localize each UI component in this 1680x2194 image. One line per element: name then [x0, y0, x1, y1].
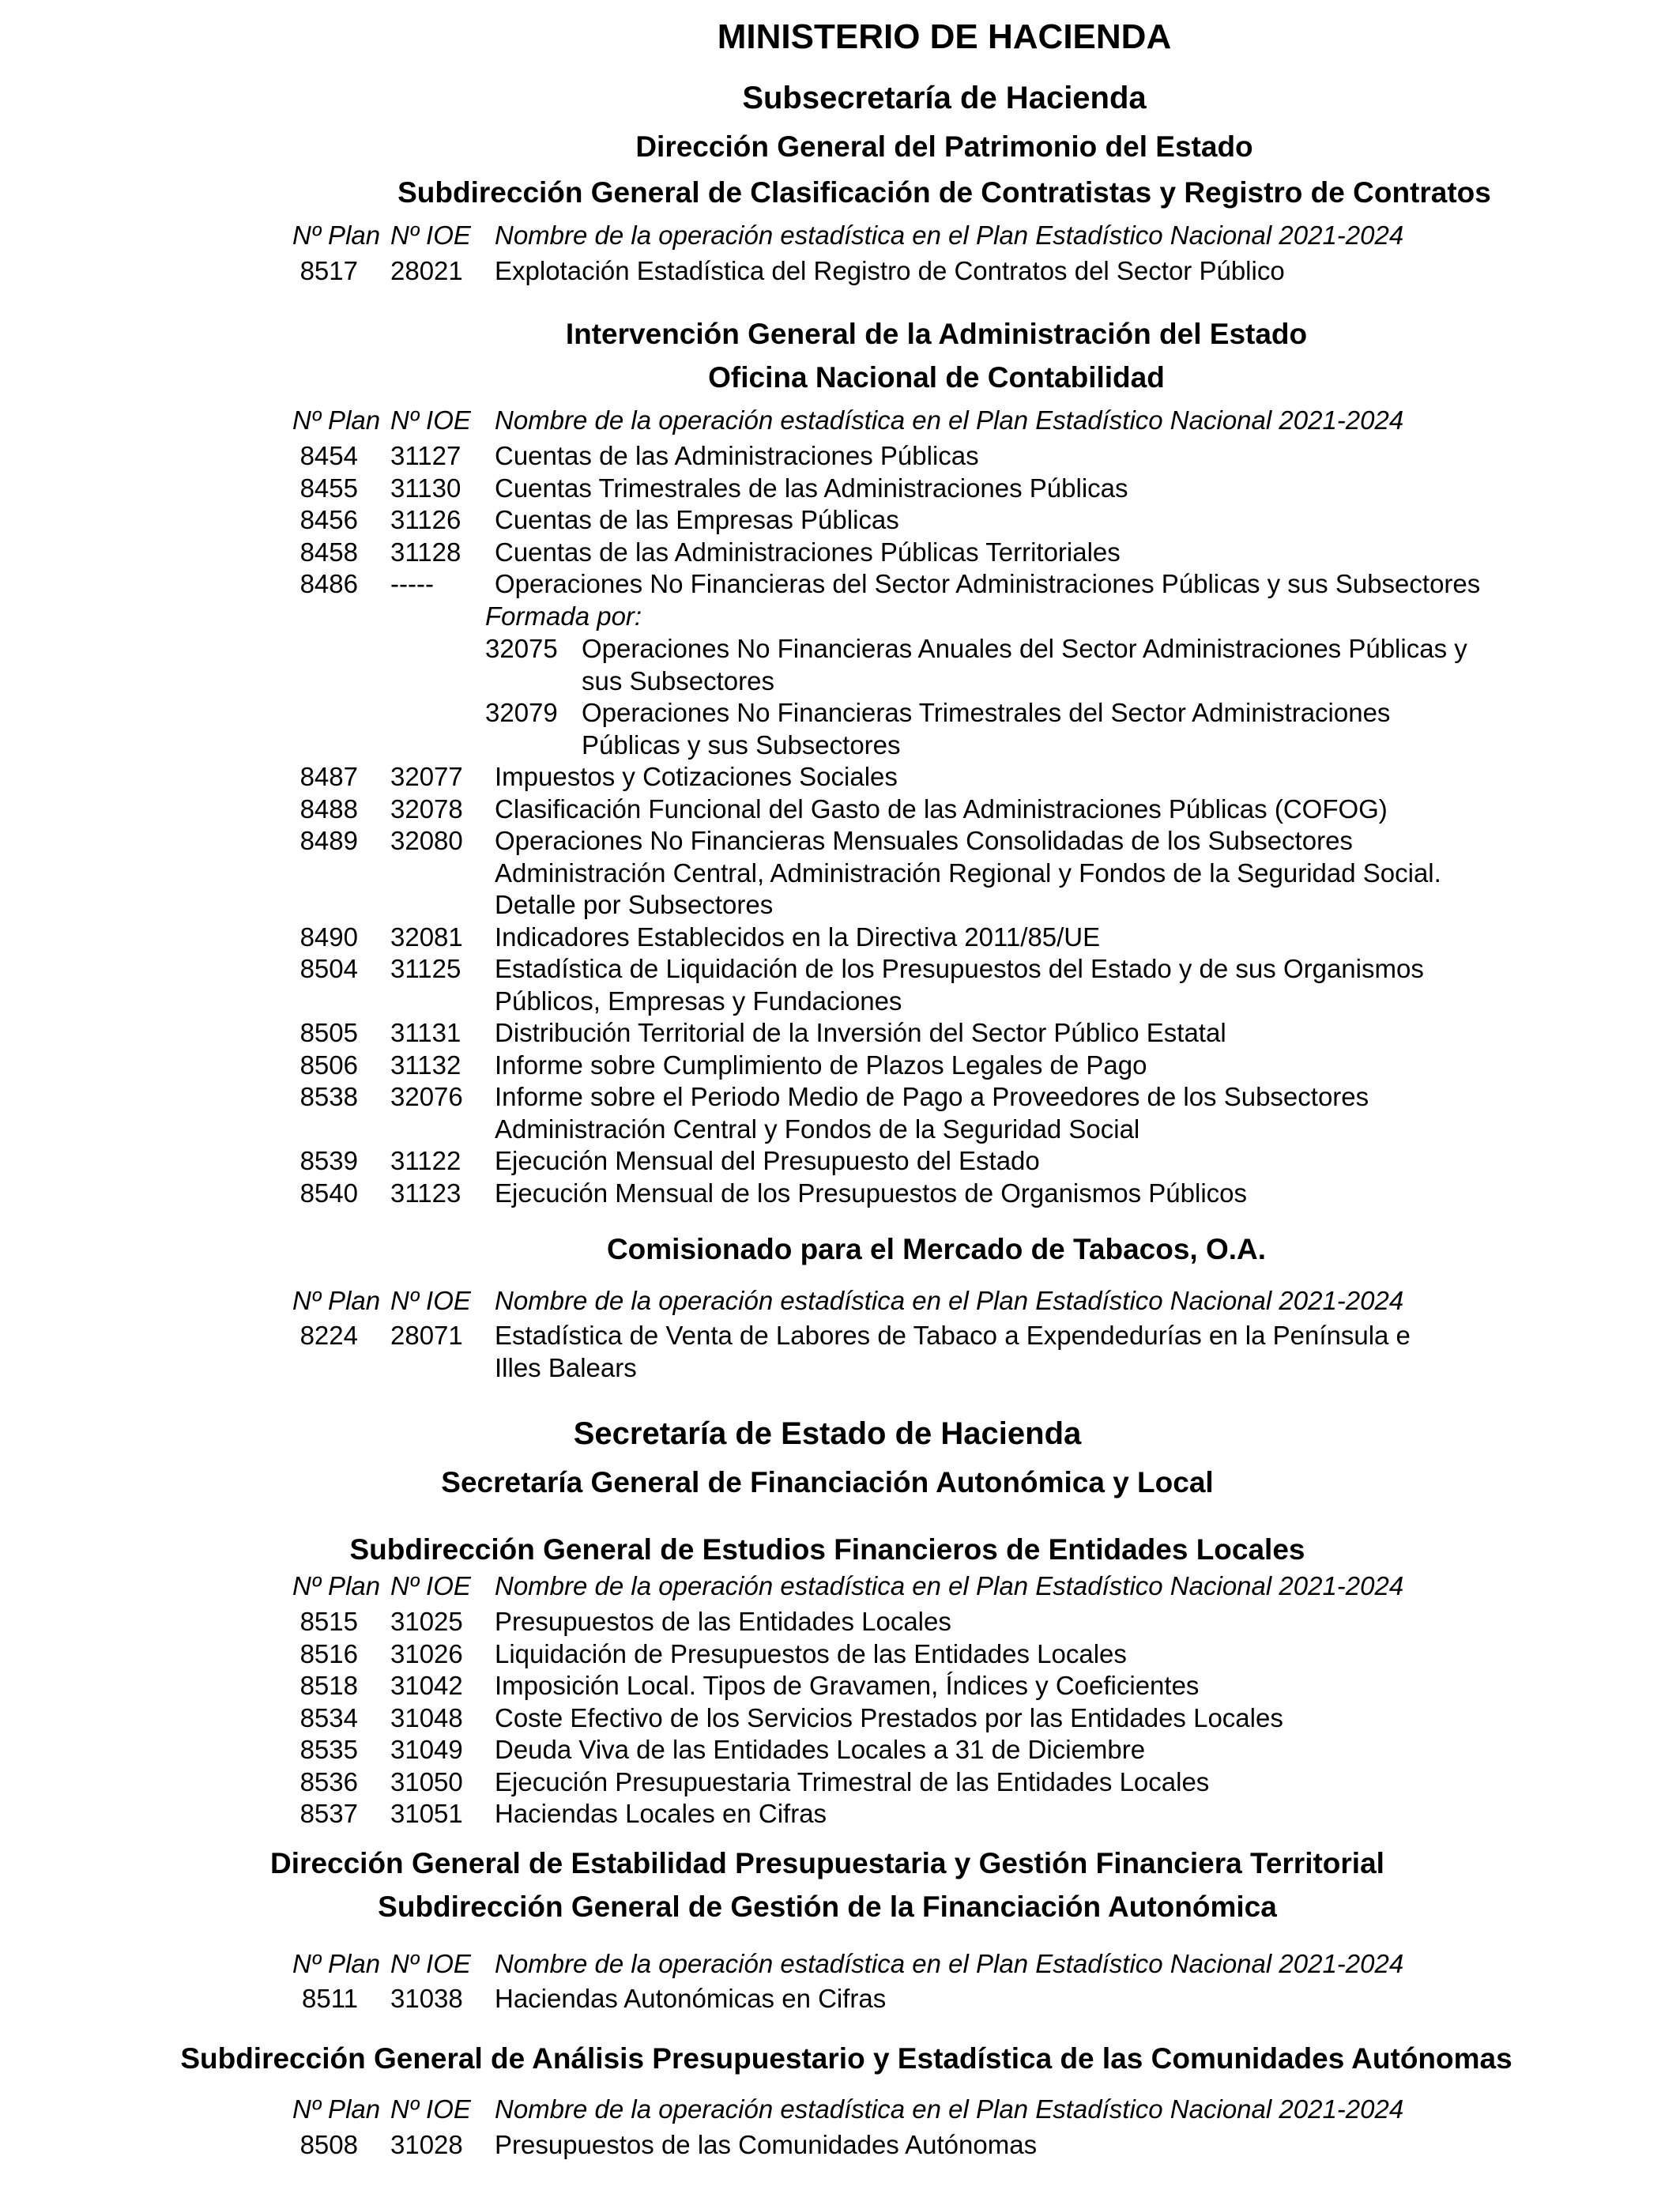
operation-name: Ejecución Mensual de los Presupuestos de Organismos Públicos	[495, 1178, 1248, 1208]
plan-number: 8458	[299, 537, 358, 567]
component-operation-name: Operaciones No Financieras Anuales del Sector Administraciones Públicas y	[582, 634, 1467, 663]
plan-number: 8539	[299, 1146, 358, 1175]
operation-name: Ejecución Mensual del Presupuesto del Estado	[495, 1146, 1040, 1175]
plan-number: 8489	[299, 826, 358, 855]
component-operation-name: sus Subsectores	[582, 665, 774, 696]
table-row	[0, 504, 1680, 536]
column-header-ioe: Nº IOE	[390, 1571, 471, 1600]
ioe-number: -----	[390, 569, 434, 598]
plan-number: 8540	[299, 1178, 358, 1208]
table-row	[0, 761, 1680, 793]
column-header-plan: Nº Plan	[292, 1949, 381, 1978]
table-header-row	[0, 2094, 1680, 2125]
ioe-number: 31127	[390, 441, 461, 470]
operation-name: Coste Efectivo de los Servicios Prestados por las Entidades Locales	[495, 1702, 1283, 1732]
operation-name: Indicadores Establecidos en la Directiva 2011/85/UE	[495, 922, 1101, 952]
column-header-name: Nombre de la operación estadística en el Plan Estadístico Nacional 2021-2024	[495, 221, 1404, 250]
table-row	[0, 889, 1680, 921]
plan-number: 8455	[299, 473, 358, 503]
table-row	[0, 1734, 1680, 1766]
operation-name: Cuentas de las Empresas Públicas	[495, 505, 899, 534]
operation-name: Operaciones No Financieras Mensuales Consolidadas de los Subsectores	[495, 826, 1353, 855]
table-row	[0, 794, 1680, 825]
operation-name: Liquidación de Presupuestos de las Entidades Locales	[495, 1638, 1127, 1668]
table-row	[0, 986, 1680, 1017]
operation-name: Administración Central, Administración Regional y Fondos de la Seguridad Social.	[495, 858, 1441, 888]
operation-name: Públicos, Empresas y Fundaciones	[495, 986, 902, 1016]
component-row	[0, 729, 1680, 761]
plan-number: 8486	[299, 569, 358, 598]
operation-name: Haciendas Autonómicas en Cifras	[495, 1984, 887, 2013]
table-row	[0, 1798, 1680, 1830]
column-header-plan: Nº Plan	[292, 221, 381, 250]
operation-name: Informe sobre Cumplimiento de Plazos Legales de Pago	[495, 1050, 1147, 1080]
ioe-number: 28021	[390, 256, 463, 285]
formada-por-label: Formada por:	[485, 601, 642, 631]
plan-number: 8508	[299, 2130, 358, 2159]
ioe-number: 31131	[390, 1018, 461, 1047]
plan-number: 8518	[299, 1671, 358, 1700]
table-row	[0, 1081, 1680, 1113]
column-header-name: Nombre de la operación estadística en el Plan Estadístico Nacional 2021-2024	[495, 405, 1404, 435]
operation-name: Informe sobre el Periodo Medio de Pago a Proveedores de los Subsectores	[495, 1082, 1369, 1111]
section-heading: Secretaría General de Financiación Autonómica y Local	[441, 1466, 1214, 1498]
plan-number: 8516	[299, 1638, 358, 1668]
component-ioe-number: 32079	[485, 698, 558, 727]
component-ioe-number: 32075	[485, 634, 558, 663]
table-row	[0, 1983, 1680, 2015]
table-row	[0, 1017, 1680, 1049]
plan-number: 8487	[299, 762, 358, 791]
ioe-number: 31132	[390, 1050, 461, 1080]
component-operation-name: Públicas y sus Subsectores	[582, 729, 901, 760]
plan-number: 8454	[299, 441, 358, 470]
ioe-number: 31028	[390, 2130, 463, 2159]
column-header-plan: Nº Plan	[292, 1571, 381, 1600]
table-row	[0, 1670, 1680, 1702]
operation-name: Estadística de Venta de Labores de Tabaco a Expendedurías en la Península e	[495, 1321, 1411, 1350]
section-heading: Dirección General del Patrimonio del Estado	[635, 130, 1253, 163]
table-row	[0, 255, 1680, 287]
operation-name: Haciendas Locales en Cifras	[495, 1799, 827, 1828]
ioe-number: 28071	[390, 1321, 463, 1350]
column-header-name: Nombre de la operación estadística en el Plan Estadístico Nacional 2021-2024	[495, 1286, 1404, 1315]
operation-name: Presupuestos de las Comunidades Autónomas	[495, 2130, 1038, 2159]
component-operation-name: Operaciones No Financieras Trimestrales del Sector Administraciones	[582, 698, 1391, 727]
column-header-plan: Nº Plan	[292, 405, 381, 435]
section-heading: Subdirección General de Estudios Financieros de Entidades Locales	[349, 1533, 1305, 1566]
ioe-number: 32078	[390, 794, 463, 824]
table-row	[0, 858, 1680, 889]
operation-name: Estadística de Liquidación de los Presupuestos del Estado y de sus Organismos	[495, 954, 1424, 983]
table-row	[0, 1702, 1680, 1734]
plan-number: 8505	[299, 1018, 358, 1047]
operation-name: Deuda Viva de las Entidades Locales a 31 de Diciembre	[495, 1735, 1146, 1764]
operation-name: Cuentas de las Administraciones Públicas	[495, 441, 979, 470]
table-header-row	[0, 1570, 1680, 1602]
ioe-number: 31126	[390, 505, 461, 534]
plan-number: 8506	[299, 1050, 358, 1080]
table-row	[0, 568, 1680, 600]
column-header-ioe: Nº IOE	[390, 2094, 471, 2124]
operation-name: Operaciones No Financieras del Sector Administraciones Públicas y sus Subsectores	[495, 569, 1481, 598]
section-heading: Subdirección General de Análisis Presupuestario y Estadística de las Comunidades Autónomas	[180, 2042, 1512, 2075]
plan-number: 8504	[299, 954, 358, 983]
column-header-name: Nombre de la operación estadística en el Plan Estadístico Nacional 2021-2024	[495, 1949, 1404, 1978]
section-heading: Dirección General de Estabilidad Presupuestaria y Gestión Financiera Territorial	[270, 1847, 1384, 1879]
table-row	[0, 2129, 1680, 2161]
ioe-number: 31123	[390, 1178, 461, 1208]
section-heading: Subdirección General de Clasificación de Contratistas y Registro de Contratos	[397, 176, 1491, 209]
table-header-row	[0, 1948, 1680, 1980]
operation-name: Imposición Local. Tipos de Gravamen, Índices y Coeficientes	[495, 1671, 1200, 1700]
ioe-number: 32081	[390, 922, 463, 952]
ioe-number: 31025	[390, 1607, 463, 1636]
section-heading: Intervención General de la Administración del Estado	[565, 318, 1308, 350]
column-header-ioe: Nº IOE	[390, 1949, 471, 1978]
ioe-number: 31050	[390, 1766, 463, 1796]
table-row	[0, 1320, 1680, 1351]
operation-name: Cuentas Trimestrales de las Administraciones Públicas	[495, 473, 1128, 503]
ioe-number: 31051	[390, 1799, 463, 1828]
table-header-row	[0, 220, 1680, 251]
table-row	[0, 1766, 1680, 1798]
plan-number: 8537	[299, 1799, 358, 1828]
ioe-number: 32076	[390, 1082, 463, 1111]
table-row	[0, 1638, 1680, 1670]
table-row	[0, 440, 1680, 472]
column-header-name: Nombre de la operación estadística en el Plan Estadístico Nacional 2021-2024	[495, 2094, 1404, 2124]
ioe-number: 32080	[390, 826, 463, 855]
section-heading: Secretaría de Estado de Hacienda	[573, 1416, 1082, 1451]
table-row	[0, 1114, 1680, 1145]
table-row	[0, 473, 1680, 504]
section-heading: Oficina Nacional de Contabilidad	[708, 361, 1165, 394]
table-row	[0, 1178, 1680, 1209]
operation-name: Detalle por Subsectores	[495, 890, 774, 919]
plan-number: 8456	[299, 505, 358, 534]
table-row	[0, 953, 1680, 985]
column-header-plan: Nº Plan	[292, 1286, 381, 1315]
table-header-row	[0, 1285, 1680, 1317]
section-heading: Subsecretaría de Hacienda	[742, 81, 1147, 115]
table-row	[0, 1145, 1680, 1177]
column-header-ioe: Nº IOE	[390, 405, 471, 435]
ioe-number: 31125	[390, 954, 461, 983]
plan-number: 8511	[302, 1984, 358, 2013]
plan-number: 8517	[299, 256, 358, 285]
plan-number: 8535	[299, 1735, 358, 1764]
operation-name: Illes Balears	[495, 1352, 637, 1382]
operation-name: Clasificación Funcional del Gasto de las Administraciones Públicas (COFOG)	[495, 794, 1388, 824]
ioe-number: 31122	[390, 1146, 461, 1175]
section-heading: Comisionado para el Mercado de Tabacos, O.A.	[606, 1233, 1267, 1265]
ioe-number: 31048	[390, 1702, 463, 1732]
table-row	[0, 825, 1680, 857]
plan-number: 8536	[299, 1766, 358, 1796]
ioe-number: 31130	[390, 473, 461, 503]
ministry-title: MINISTERIO DE HACIENDA	[717, 17, 1172, 56]
plan-number: 8515	[299, 1607, 358, 1636]
column-header-plan: Nº Plan	[292, 2094, 381, 2124]
operation-name: Ejecución Presupuestaria Trimestral de las Entidades Locales	[495, 1766, 1210, 1796]
table-row	[0, 1050, 1680, 1081]
table-header-row	[0, 405, 1680, 436]
ioe-number: 31042	[390, 1671, 463, 1700]
ioe-number: 31049	[390, 1735, 463, 1764]
table-row	[0, 1352, 1680, 1384]
plan-number: 8538	[299, 1082, 358, 1111]
operation-name: Administración Central y Fondos de la Seguridad Social	[495, 1114, 1140, 1144]
ioe-number: 31128	[390, 537, 461, 567]
operation-name: Cuentas de las Administraciones Públicas Territoriales	[495, 537, 1121, 567]
component-row	[0, 697, 1680, 729]
ioe-number: 31038	[390, 1984, 463, 2013]
plan-number: 8224	[299, 1321, 358, 1350]
component-row	[0, 633, 1680, 665]
operation-name: Explotación Estadística del Registro de Contratos del Sector Público	[495, 256, 1285, 285]
component-row	[0, 665, 1680, 697]
plan-number: 8490	[299, 922, 358, 952]
table-row	[0, 537, 1680, 568]
table-row	[0, 1606, 1680, 1638]
section-heading: Subdirección General de Gestión de la Financiación Autonómica	[378, 1891, 1277, 1923]
composition-label	[0, 601, 1680, 632]
ioe-number: 32077	[390, 762, 463, 791]
plan-number: 8488	[299, 794, 358, 824]
operation-name: Distribución Territorial de la Inversión del Sector Público Estatal	[495, 1018, 1226, 1047]
column-header-ioe: Nº IOE	[390, 221, 471, 250]
operation-name: Impuestos y Cotizaciones Sociales	[495, 762, 898, 791]
table-row	[0, 922, 1680, 953]
column-header-name: Nombre de la operación estadística en el Plan Estadístico Nacional 2021-2024	[495, 1571, 1404, 1600]
plan-number: 8534	[299, 1702, 358, 1732]
column-header-ioe: Nº IOE	[390, 1286, 471, 1315]
operation-name: Presupuestos de las Entidades Locales	[495, 1607, 951, 1636]
ioe-number: 31026	[390, 1638, 463, 1668]
